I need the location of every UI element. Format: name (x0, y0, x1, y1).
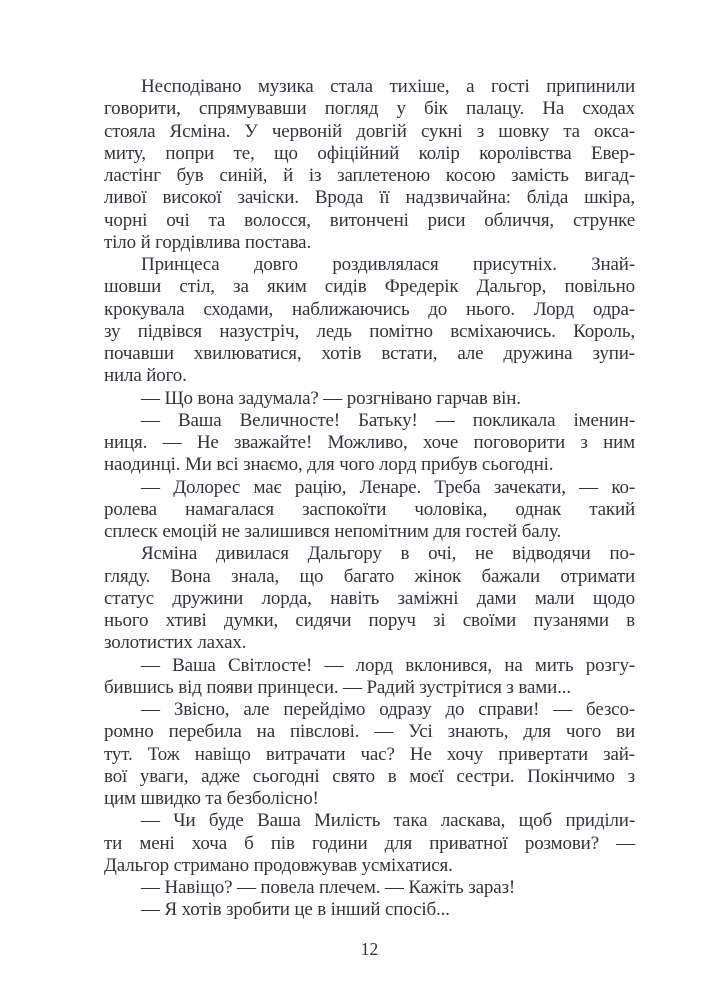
text-line: — Долорес має рацію, Ленаре. Треба зачекати, — ко- (141, 476, 635, 498)
text-line: ливої високої зачіски. Врода її надзвичайна: бліда шкіра, (104, 187, 635, 209)
text-line: чорні очі та волосся, витончені риси обличчя, струнке (104, 209, 635, 231)
text-line: ромно перебила на півслові. — Усі знають, для чого ви (104, 721, 635, 743)
text-line: вої уваги, адже сьогодні свято в моєї сестри. Покінчимо з (104, 765, 635, 787)
text-block (104, 76, 635, 922)
text-line: ниця. — Не зважайте! Можливо, хоче поговорити з ним (104, 432, 635, 453)
paragraph (104, 899, 635, 921)
paragraph (104, 477, 635, 544)
text-line: наодинці. Ми всі знаємо, для чого лорд прибув сьогодні. (104, 454, 554, 476)
text-line: стояла Ясміна. У червоній довгій сукні з шовку та окса- (104, 120, 635, 142)
text-line: — Ваша Величносте! Батьку! — покликала іменин- (141, 409, 635, 431)
text-line: — Навіщо? — повела плечем. — Кажіть зараз! (141, 877, 516, 898)
text-line: шовши стіл, за яким сидів Фредерік Дальгор, повільно (104, 276, 635, 298)
text-line: миту, попри те, що офіційний колір королівства Евер- (104, 142, 635, 164)
text-line: сплеск емоцій не залишився непомітним для гостей балу. (104, 521, 562, 542)
text-line: статус дружини лорда, навіть заміжні дами мали щодо (104, 587, 635, 609)
paragraph (104, 76, 635, 254)
text-line: зу підвівся назустріч, ледь помітно всміхаючись. Король, (104, 320, 635, 342)
text-line: Ясміна дивилася Дальгору в очі, не відводячи по- (141, 543, 635, 565)
text-line: Принцеса довго роздивлялася присутніх. Знай- (141, 254, 635, 275)
text-line: гляду. Вона знала, що багато жінок бажали отримати (104, 565, 635, 587)
paragraph (104, 877, 635, 899)
text-line: ролева намагалася заспокоїти чоловіка, однак такий (104, 498, 635, 520)
text-line: — Чи буде Ваша Милість така ласкава, щоб приділи- (141, 810, 635, 832)
text-line: — Звісно, але перейдімо одразу до справи! — безсо- (141, 699, 635, 720)
paragraph (104, 655, 635, 700)
paragraph (104, 810, 635, 877)
text-line: почавши хвилюватися, хотів встати, але дружина зупи- (104, 343, 635, 364)
text-line: Несподівано музика стала тихіше, а гості припинили (141, 76, 635, 97)
text-line: — Я хотів зробити це в інший спосіб... (141, 899, 450, 921)
text-line: тіло й гордівлива постава. (104, 231, 312, 253)
paragraph (104, 254, 635, 388)
text-line: золотистих лахах. (104, 632, 247, 654)
text-line: Дальгор стримано продовжував усміхатися. (104, 854, 453, 876)
paragraph (104, 699, 635, 810)
text-line: крокувала сходами, наближаючись до нього. Лорд одра- (104, 298, 635, 320)
page-number: 12 (360, 939, 379, 959)
text-line: бившись від появи принцеси. — Радий зустрітися з вами... (104, 676, 571, 698)
text-line: нього хтиві думки, сидячи поруч зі своїми пузанями в (104, 610, 635, 631)
text-line: ластінг був синій, й із заплетеною косою замість вигад- (104, 165, 635, 186)
text-line: тут. Тож навіщо витрачати час? Не хочу привертати зай- (104, 743, 635, 765)
paragraph (104, 388, 635, 410)
text-line: — Що вона задумала? — розгнівано гарчав він. (141, 387, 521, 409)
text-line: — Ваша Світлосте! — лорд вклонився, на мить розгу- (141, 654, 635, 676)
text-line: цим швидко та безболісно! (104, 788, 319, 809)
text-line: нила його. (104, 365, 187, 387)
text-line: ти мені хоча б пів години для приватної розмови? — (104, 832, 635, 854)
paragraph (104, 410, 635, 477)
paragraph (104, 543, 635, 654)
text-line: говорити, спрямувавши погляд у бік палацу. На сходах (104, 98, 635, 120)
